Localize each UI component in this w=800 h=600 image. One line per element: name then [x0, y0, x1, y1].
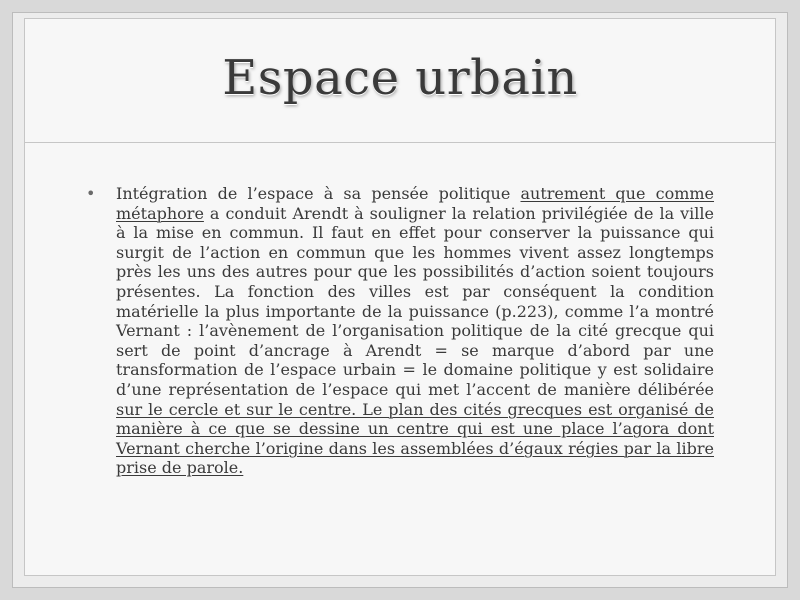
- underlined-phrase-cercle-centre: sur le cercle et sur le centre. Le plan des cités grecques est organisé de manière à ce que se dessine un centre qui est une place l’agora dont Vernant cherche l’origine dans les assemblées d’égaux régies par la libre prise de parole.: [116, 399, 714, 478]
- paragraph-text-1: Intégration de l’espace à sa pensée politique: [116, 184, 521, 203]
- paragraph-text-2: a conduit Arendt à souligner la relation privilégiée de la ville à la mise en commun. Il faut en effet pour conserver la puissance qui surgit de l’action en commun que les hommes vivent assez longtemps près les uns des autres pour que les possibilités d’action soient toujours présentes. La fonction des villes est par conséquent la condition matérielle la plus importante de la puissance (p.223), comme l’a montré Vernant : l’avènement de l’organisation politique de la cité grecque qui sert de point d’ancrage à Arendt = se marque d’abord par une transformation de l’espace urbain = le domaine politique y est solidaire d’une représentation de l’espace qui met l’accent de manière délibérée: [116, 203, 714, 399]
- page-title: Espace urbain: [222, 50, 578, 106]
- underlined-phrase-metaphore: autrement que comme métaphore: [116, 184, 715, 223]
- bullet-paragraph: [116, 184, 714, 478]
- bullet-marker: •: [86, 184, 96, 203]
